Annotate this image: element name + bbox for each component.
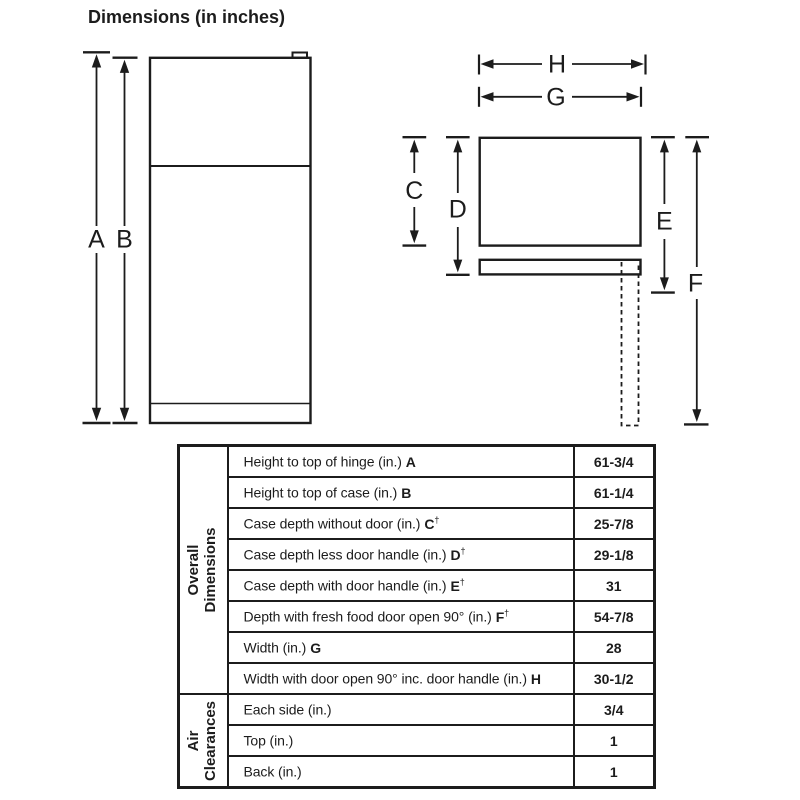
- dim-label-f: F: [687, 269, 704, 298]
- table-row: [179, 508, 655, 539]
- section-header-line: Dimensions: [202, 527, 220, 613]
- dim-label-c: C: [405, 176, 424, 205]
- section-header-overall-dimensions: [179, 446, 228, 695]
- table-row: [179, 663, 655, 694]
- row-label: Case depth with door handle (in.) E†: [228, 570, 574, 601]
- section-header-line: Clearances: [202, 700, 220, 781]
- fridge-top-view: [480, 138, 641, 426]
- door-closed-outline: [480, 260, 641, 275]
- section-header-line: Overall: [185, 544, 203, 596]
- row-value: 29-1/8: [574, 539, 655, 570]
- dim-arrow-d: [446, 137, 470, 275]
- section-header-line: Air: [185, 730, 203, 751]
- door-open-90-dashed-outline: [622, 262, 639, 426]
- dim-label-e: E: [656, 207, 673, 236]
- row-value: 61-3/4: [574, 446, 655, 478]
- row-value: 31: [574, 570, 655, 601]
- table-row: [179, 539, 655, 570]
- dim-arrow-b: [113, 58, 138, 423]
- row-value: 61-1/4: [574, 477, 655, 508]
- dim-arrow-c: [403, 137, 427, 245]
- section-header-air-clearances: [179, 694, 228, 788]
- dim-arrow-e: [651, 137, 675, 292]
- dim-arrow-a: [83, 52, 111, 423]
- row-value: 1: [574, 725, 655, 756]
- dim-arrow-h: [479, 51, 646, 79]
- row-label: Width (in.) G: [228, 632, 574, 663]
- dim-label-b: B: [116, 225, 133, 254]
- dim-label-a: A: [88, 225, 105, 254]
- fridge-front-outline: [150, 58, 311, 423]
- table-row: [179, 570, 655, 601]
- row-label: Width with door open 90° inc. door handle (in.) H: [228, 663, 574, 694]
- table-row: [179, 694, 655, 725]
- row-value: 30-1/2: [574, 663, 655, 694]
- dimensions-table: [177, 444, 656, 789]
- page-title: Dimensions (in inches): [88, 7, 286, 27]
- row-label: Each side (in.): [228, 694, 574, 725]
- row-value: 28: [574, 632, 655, 663]
- row-value: 54-7/8: [574, 601, 655, 632]
- row-label: Case depth less door handle (in.) D†: [228, 539, 574, 570]
- row-label: Back (in.): [228, 756, 574, 788]
- table-row: [179, 725, 655, 756]
- row-value: 3/4: [574, 694, 655, 725]
- table-row: [179, 632, 655, 663]
- row-label: Case depth without door (in.) C†: [228, 508, 574, 539]
- dim-label-d: D: [448, 195, 467, 224]
- table-row: [179, 446, 655, 478]
- row-label: Height to top of case (in.) B: [228, 477, 574, 508]
- row-label: Height to top of hinge (in.) A: [228, 446, 574, 478]
- case-outline: [480, 138, 641, 246]
- dim-arrow-f: [684, 137, 709, 424]
- dim-label-h: H: [547, 50, 567, 79]
- row-label: Top (in.): [228, 725, 574, 756]
- fridge-front-view: [150, 53, 311, 424]
- table-row: [179, 477, 655, 508]
- table-row: [179, 601, 655, 632]
- row-value: 1: [574, 756, 655, 788]
- dim-label-g: G: [546, 83, 566, 112]
- row-label: Depth with fresh food door open 90° (in.) F†: [228, 601, 574, 632]
- row-value: 25-7/8: [574, 508, 655, 539]
- dim-arrow-g: [479, 83, 641, 111]
- table-row: [179, 756, 655, 788]
